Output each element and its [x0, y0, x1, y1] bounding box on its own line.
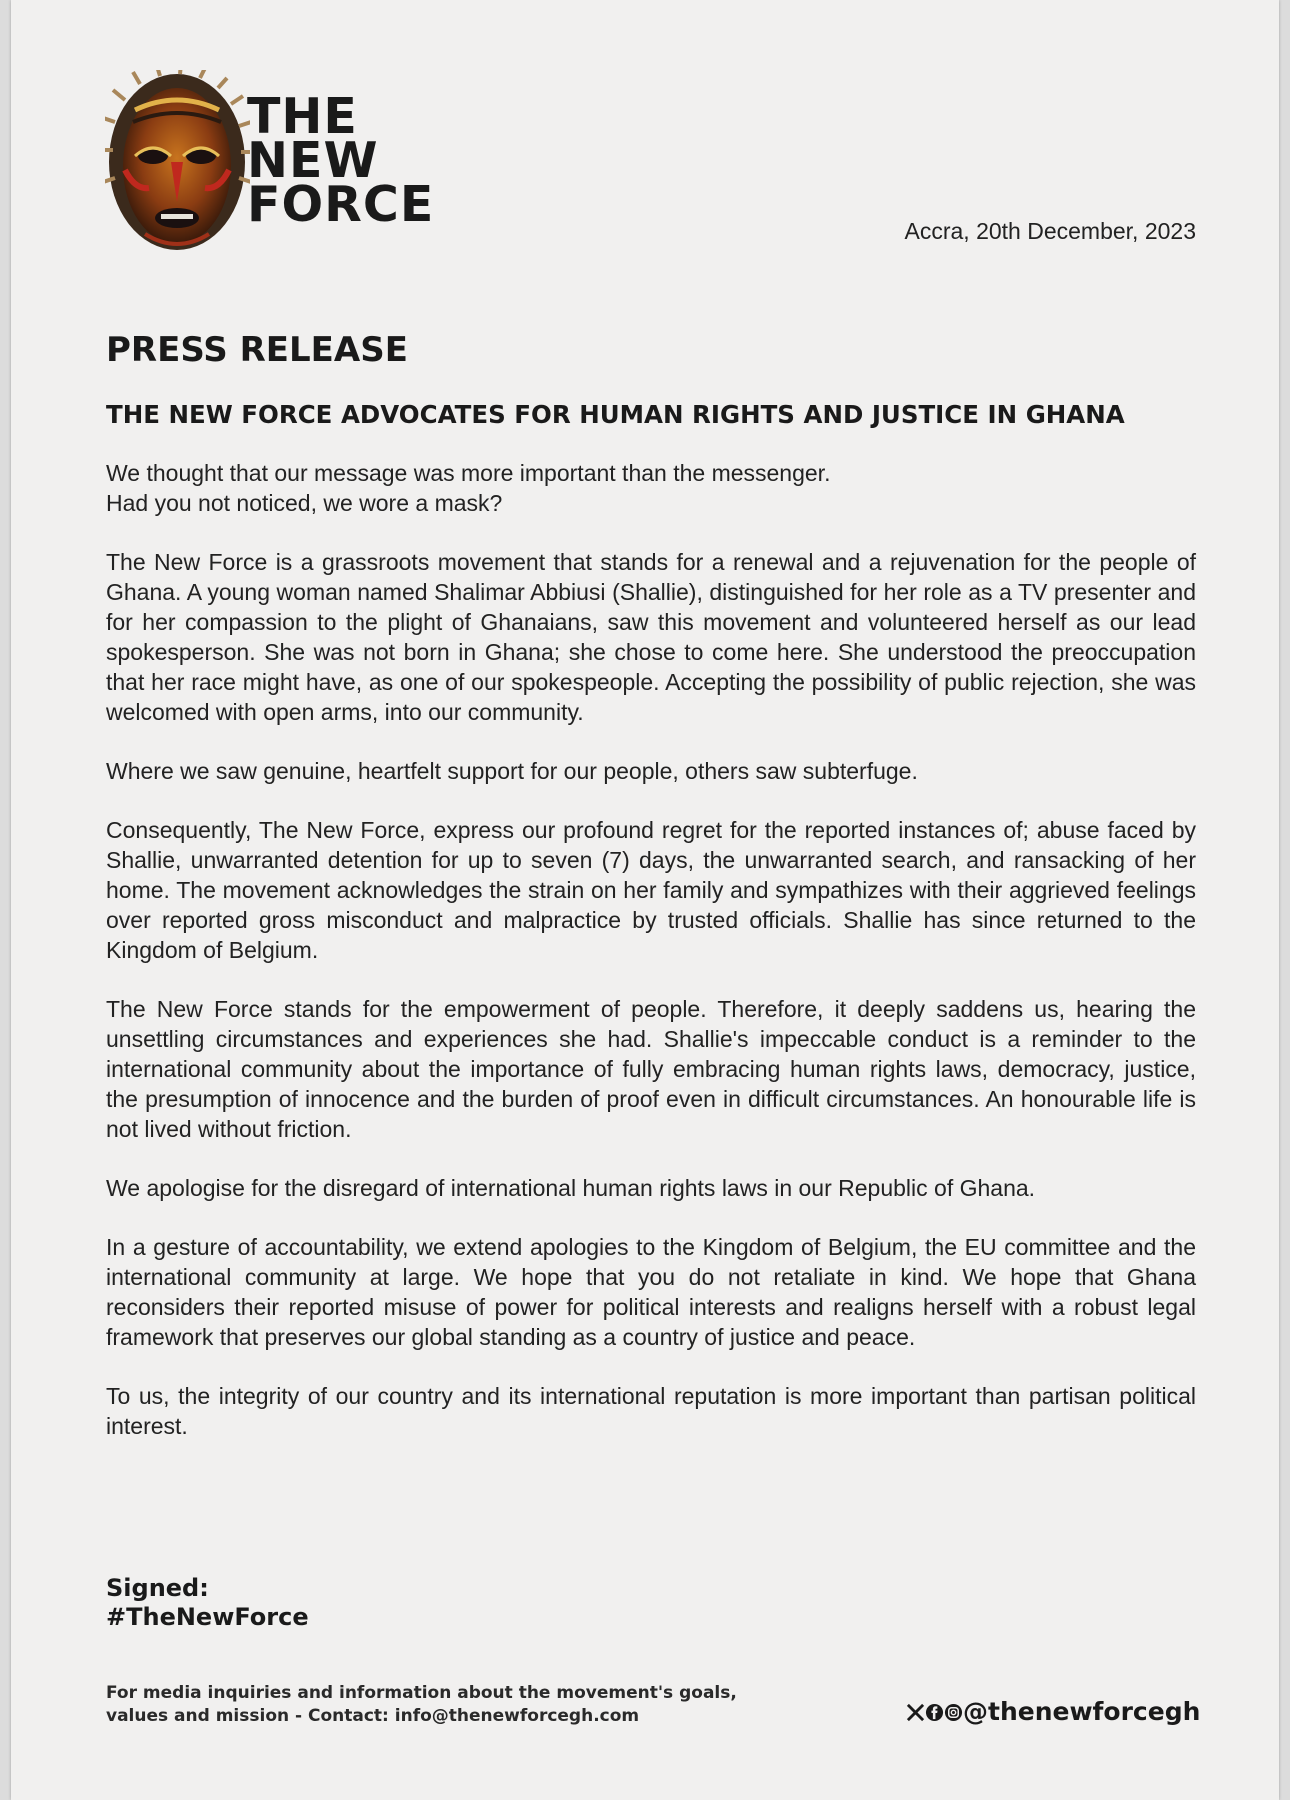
intro-line: Had you not noticed, we wore a mask?	[106, 490, 503, 516]
signature-block	[106, 1574, 309, 1632]
brand-wordmark	[247, 88, 435, 233]
x-icon	[906, 1703, 925, 1722]
facebook-icon	[925, 1703, 944, 1722]
mask-logo-icon	[105, 70, 250, 260]
dateline: Accra, 20th December, 2023	[904, 218, 1196, 244]
paragraph: Where we saw genuine, heartfelt support for our people, others saw subterfuge.	[106, 758, 918, 784]
headline: THE NEW FORCE ADVOCATES FOR HUMAN RIGHTS AND JUSTICE IN GHANA	[106, 400, 1125, 429]
paragraph: To us, the integrity of our country and its international reputation is more important than partisan political interest.	[106, 1383, 1196, 1439]
brand-line: FORCE	[247, 176, 435, 233]
brand-line: THE	[247, 88, 358, 145]
media-contact-line: For media inquiries and information about the movement's goals,	[106, 1683, 737, 1703]
media-contact-line: values and mission - Contact: info@thenewforcegh.com	[106, 1706, 640, 1726]
brand-line: NEW	[247, 132, 379, 189]
paragraph: In a gesture of accountability, we extend apologies to the Kingdom of Belgium, the EU committee and the international community at large. We hope that you do not retaliate in kind. We hope that Ghana reconsiders their reported misuse of power for political interests and realigns herself with a robust legal framework that preserves our global standing as a country of justice and peace.	[106, 1234, 1196, 1350]
intro-line: We thought that our message was more important than the messenger.	[106, 460, 831, 486]
signed-label: Signed:	[106, 1574, 209, 1602]
press-release-page	[11, 0, 1279, 1800]
social-handle	[906, 1697, 1201, 1726]
signed-name: #TheNewForce	[106, 1603, 309, 1631]
media-contact	[106, 1682, 826, 1728]
paragraph: The New Force stands for the empowerment of people. Therefore, it deeply saddens us, hearing the unsettling circumstances and experiences she had. Shallie's impeccable conduct is a reminder to the international community about the importance of fully embracing human rights laws, democracy, justice, the presumption of innocence and the burden of proof even in difficult circumstances. An honourable life is not lived without friction.	[106, 996, 1196, 1142]
social-handle-text: @thenewforcegh	[963, 1697, 1201, 1726]
body-text	[106, 458, 1196, 1470]
document-type-title: PRESS RELEASE	[106, 330, 408, 370]
instagram-icon	[944, 1703, 963, 1722]
intro-paragraph	[106, 458, 1196, 518]
paragraph: The New Force is a grassroots movement that stands for a renewal and a rejuvenation for the people of Ghana. A young woman named Shalimar Abbiusi (Shallie), distinguished for her role as a TV presenter and for her compassion to the plight of Ghanaians, saw this movement and volunteered herself as our lead spokesperson. She was not born in Ghana; she chose to come here. She understood the preoccupation that her race might have, as one of our spokespeople. Accepting the possibility of public rejection, she was welcomed with open arms, into our community.	[106, 549, 1196, 725]
paragraph: Consequently, The New Force, express our profound regret for the reported instances of; abuse faced by Shallie, unwarranted detention for up to seven (7) days, the unwarranted search, and ransacking of her home. The movement acknowledges the strain on her family and sympathizes with their aggrieved feelings over reported gross misconduct and malpractice by trusted officials. Shallie has since returned to the Kingdom of Belgium.	[106, 817, 1196, 963]
paragraph: We apologise for the disregard of international human rights laws in our Republic of Ghana.	[106, 1175, 1036, 1201]
